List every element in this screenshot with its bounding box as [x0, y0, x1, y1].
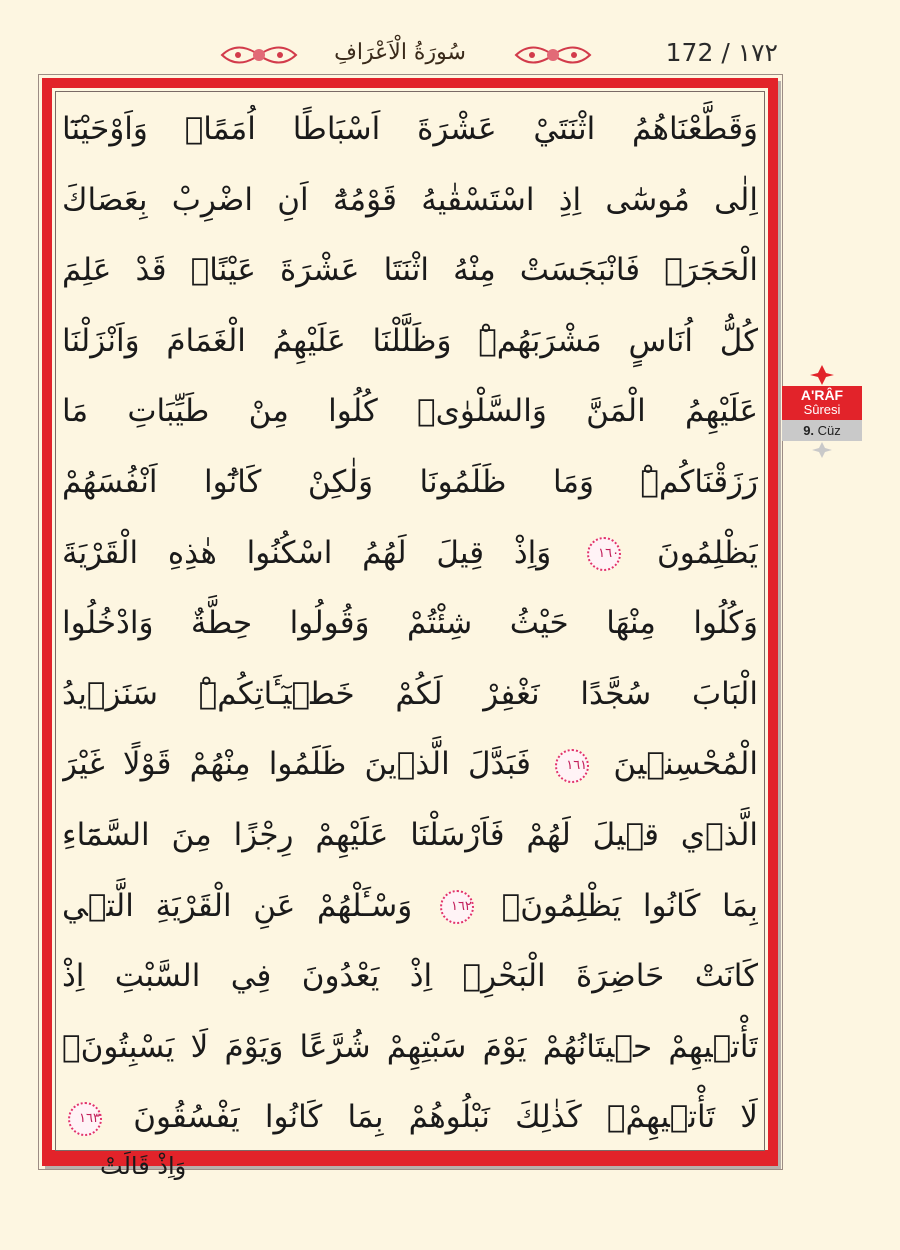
- surah-name-label: A'RÂF Sûresi: [782, 386, 862, 420]
- quran-text-block: [62, 94, 758, 1153]
- text-line: كُلُّ اُنَاسٍ مَشْرَبَهُمْۜ وَظَلَّلْنَا عَلَيْهِمُ الْغَمَامَ وَاَنْزَلْنَا: [62, 322, 758, 359]
- text-line: اِلٰى مُوسٰٓى اِذِ اسْتَسْقٰيهُ قَوْمُهُٓ اَنِ اضْرِبْ بِعَصَاكَ: [62, 181, 758, 218]
- page-number: 172 / ١٧٢: [665, 38, 778, 67]
- text-line: الْمُحْسِنٖينَ ١٦١ فَبَدَّلَ الَّذٖينَ ظَلَمُوا مِنْهُمْ قَوْلًا غَيْرَ: [62, 746, 758, 783]
- text-line: رَزَقْنَاكُمْۜ وَمَا ظَلَمُونَا وَلٰكِنْ كَانُٓوا اَنْفُسَهُمْ: [62, 463, 758, 500]
- text-line: كَانَتْ حَاضِرَةَ الْبَحْرِۢ اِذْ يَعْدُونَ فِي السَّبْتِ اِذْ: [62, 958, 758, 995]
- catchword: وَاِذْ قَالَتْ: [100, 1152, 187, 1180]
- fleur-ornament-icon: [807, 364, 837, 386]
- verse-number-marker: ١٦٠: [587, 537, 621, 571]
- surah-juz-tab[interactable]: [782, 364, 862, 459]
- text-line: تَأْتٖيهِمْ حٖيتَانُهُمْ يَوْمَ سَبْتِهِمْ شُرَّعًا وَيَوْمَ لَا يَسْبِتُونَۙ: [62, 1028, 758, 1065]
- right-floral-ornament: [512, 38, 594, 72]
- verse-number-marker: ١٦٢: [440, 890, 474, 924]
- surah-title: سُورَةُ الْاَعْرَافِ: [334, 40, 466, 65]
- text-line: يَظْلِمُونَ ١٦٠ وَاِذْ قِيلَ لَهُمُ اسْكُنُوا هٰذِهِ الْقَرْيَةَ: [62, 534, 758, 571]
- text-line: الْبَابَ سُجَّدًا نَغْفِرْ لَكُمْ خَطٖيٓـَٔاتِكُمْۜ سَنَزٖيدُ: [62, 675, 758, 712]
- juz-label: 9. Cüz: [782, 420, 862, 441]
- text-line: الْحَجَرَۚ فَانْبَجَسَتْ مِنْهُ اثْنَتَا عَشْرَةَ عَيْنًاۜ قَدْ عَلِمَ: [62, 252, 758, 289]
- text-line: وَقَطَّعْنَاهُمُ اثْنَتَيْ عَشْرَةَ اَسْبَاطًا اُمَمًاۜ وَاَوْحَيْنَٓا: [62, 111, 758, 147]
- fleur-ornament-bottom-icon: [810, 441, 834, 459]
- text-line: بِمَا كَانُوا يَظْلِمُونَۘ ١٦٢ وَسْـَٔلْهُمْ عَنِ الْقَرْيَةِ الَّتٖي: [62, 887, 758, 924]
- text-line: الَّذٖي قٖيلَ لَهُمْ فَاَرْسَلْنَا عَلَيْهِمْ رِجْزًا مِنَ السَّمَٓاءِ: [62, 816, 758, 853]
- text-line: وَكُلُوا مِنْهَا حَيْثُ شِئْتُمْ وَقُولُوا حِطَّةٌ وَادْخُلُوا: [62, 605, 758, 642]
- verse-number-marker: ١٦٣: [68, 1102, 102, 1136]
- text-line: لَا تَأْتٖيهِمْۚ كَذٰلِكَ نَبْلُوهُمْ بِمَا كَانُوا يَفْسُقُونَ ١٦٣: [62, 1082, 758, 1153]
- text-line: عَلَيْهِمُ الْمَنَّ وَالسَّلْوٰىۜ كُلُوا مِنْ طَيِّبَاتِ مَا: [62, 393, 758, 430]
- left-floral-ornament: [218, 38, 300, 72]
- verse-number-marker: ١٦١: [555, 749, 589, 783]
